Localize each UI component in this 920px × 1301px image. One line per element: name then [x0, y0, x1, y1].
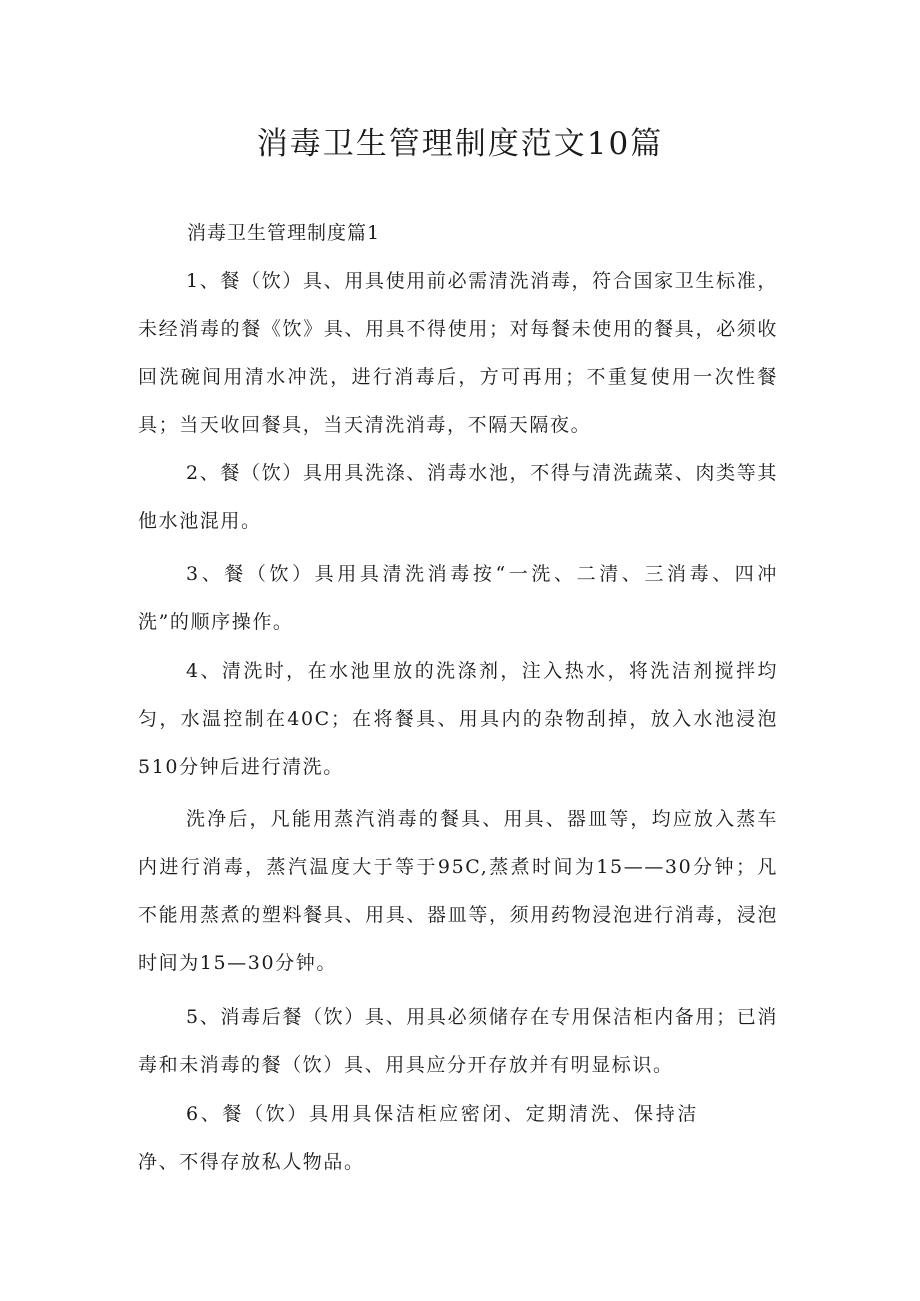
- paragraph-7: 6、餐（饮）具用具保洁柜应密闭、定期清洗、保持洁净、不得存放私人物品。: [138, 1103, 698, 1173]
- document-title: 消毒卫生管理制度范文10篇: [256, 126, 664, 162]
- paragraph-1: 1、餐（饮）具、用具使用前必需清洗消毒，符合国家卫生标准，未经消毒的餐《饮》具、用具不得使用；对每餐未使用的餐具，必须收回洗碗间用清水冲洗，进行消毒后，方可再用；不重复使用一次性餐具；当天收回餐具，当天清洗消毒，不隔天隔夜。: [138, 270, 778, 436]
- paragraph-2: 2、餐（饮）具用具洗涤、消毒水池，不得与清洗蔬菜、肉类等其他水池混用。: [138, 462, 778, 532]
- paragraph-4: 4、清洗时，在水池里放的洗涤剂，注入热水，将洗洁剂搅拌均匀，水温控制在40C；在将餐具、用具内的杂物刮掉，放入水池浸泡510分钟后进行清洗。: [138, 660, 778, 778]
- paragraph-3: 3、餐（饮）具用具清洗消毒按“一洗、二清、三消毒、四冲洗”的顺序操作。: [138, 563, 778, 633]
- paragraph-5: 洗净后，凡能用蒸汽消毒的餐具、用具、器皿等，均应放入蒸车内进行消毒，蒸汽温度大于等于95C,蒸煮时间为15——30分钟；凡不能用蒸煮的塑料餐具、用具、器皿等，须用药物浸泡进行消毒，浸泡时间为15—30分钟。: [138, 808, 778, 974]
- section-heading: 消毒卫生管理制度篇1: [187, 222, 381, 244]
- paragraph-6: 5、消毒后餐（饮）具、用具必须储存在专用保洁柜内备用；已消毒和未消毒的餐（饮）具、用具应分开存放并有明显标识。: [138, 1006, 778, 1076]
